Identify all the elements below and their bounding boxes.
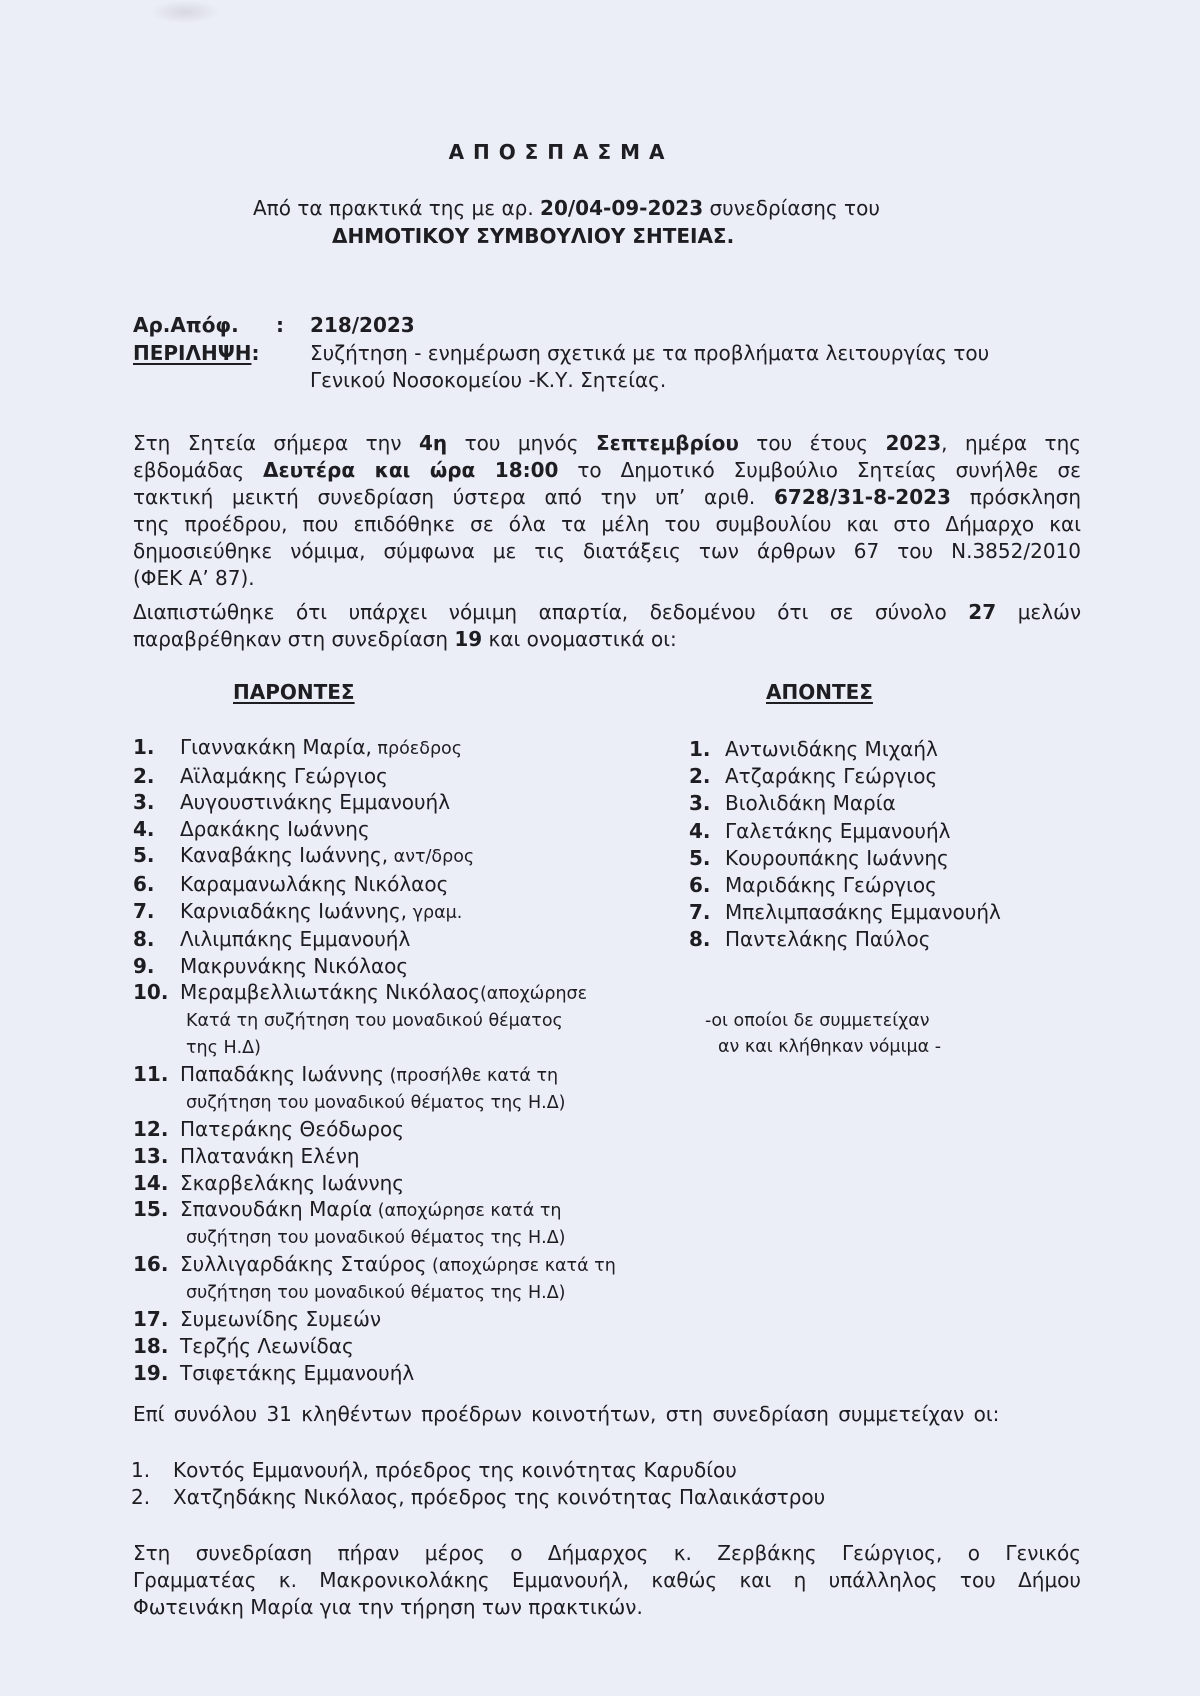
member-name: Δρακάκης Ιωάννης — [180, 816, 370, 841]
paragraph-line — [133, 626, 1081, 653]
item-number: 10. — [133, 980, 169, 1005]
item-number: 5. — [133, 843, 155, 868]
minutes-reference-prefix: Από τα πρακτικά της με αρ. — [253, 196, 541, 220]
paragraph-line — [133, 1567, 1081, 1594]
item-number: 3. — [133, 790, 155, 815]
list-item — [133, 979, 616, 1008]
member-name: Καναβάκης Ιωάννης, — [180, 843, 389, 868]
member-name: Μαριδάκης Γεώργιος — [725, 873, 937, 898]
list-item — [131, 1484, 825, 1511]
paragraph-line — [133, 599, 1081, 626]
member-note: αντ/δρος — [388, 847, 475, 868]
list-item — [689, 872, 1001, 899]
member-name: Γιαννακάκη Μαρία, — [180, 735, 372, 759]
member-name: Καραμανωλάκης Νικόλαος — [180, 871, 449, 896]
text-segment: εβδομάδας — [133, 458, 264, 482]
document-title: Α Π Ο Σ Π Α Σ Μ Α — [448, 140, 666, 164]
member-name: Κουρουπάκης Ιωάννης — [725, 845, 949, 870]
bold-text: 4η — [418, 431, 448, 455]
member-name: Παπαδάκης Ιωάννης — [180, 1062, 385, 1087]
text-segment: μελών — [996, 600, 1081, 624]
member-note: πρόεδρος — [371, 739, 463, 759]
member-name: Τσιφετάκης Εμμανουήλ — [180, 1360, 415, 1385]
list-item — [133, 842, 616, 871]
member-name: Χατζηδάκης Νικόλαος, πρόεδρος της κοινότητας Παλαικάστρου — [173, 1485, 826, 1509]
text-segment: δημοσιεύθηκε νόμιμα, σύμφωνα με τις διατάξεις των άρθρων 67 του Ν.3852/2010 — [133, 539, 1081, 563]
paragraph-line — [133, 511, 1081, 538]
item-number: 16. — [133, 1252, 169, 1277]
item-number: 8. — [689, 927, 711, 952]
text-segment: του μηνός — [447, 431, 596, 455]
scan-smudge — [150, 0, 220, 24]
paragraph-line — [133, 538, 1081, 565]
list-item — [689, 763, 1001, 790]
member-name: Λιλιμπάκης Εμμανουήλ — [180, 927, 411, 952]
member-name: Αυγουστινάκης Εμμανουήλ — [180, 790, 451, 815]
absent-note: -οι οποίοι δε συμμετείχαν — [705, 1011, 930, 1031]
summary-label — [133, 340, 259, 367]
member-name: Αντωνιδάκης Μιχαήλ — [725, 737, 938, 761]
community-presidents-list — [131, 1457, 825, 1511]
item-number: 7. — [689, 900, 711, 925]
item-number: 7. — [133, 898, 155, 923]
paragraph-line — [133, 457, 1081, 484]
summary-label-text: ΠΕΡΙΛΗΨΗ — [133, 341, 252, 365]
community-presidents-intro: Επί συνόλου 31 κληθέντων προέδρων κοινοτήτων, στη συνεδρίαση συμμετείχαν οι: — [133, 1402, 1000, 1426]
text-segment: Στη συνεδρίαση πήραν μέρος ο Δήμαρχος κ. Ζερβάκης Γεώργιος, ο Γενικός — [133, 1541, 1081, 1565]
member-name: Τερζής Λεωνίδας — [180, 1334, 354, 1359]
list-item — [133, 1196, 616, 1225]
member-name: Μακρυνάκης Νικόλαος — [180, 953, 409, 978]
list-item — [133, 953, 616, 980]
member-note: (αποχώρησε — [479, 984, 588, 1005]
member-name: Κοντός Εμμανουήλ, πρόεδρος της κοινότητας Καρυδίου — [173, 1458, 737, 1482]
member-note-continuation: της Η.Δ) — [186, 1037, 261, 1058]
list-item — [133, 1061, 616, 1090]
list-item — [689, 845, 1001, 872]
item-number: 5. — [689, 845, 711, 870]
member-name: Μεραμβελλιωτάκης Νικόλαος — [180, 980, 480, 1005]
list-item — [133, 763, 616, 790]
absent-heading: ΑΠΟΝΤΕΣ — [766, 680, 873, 704]
item-number: 13. — [133, 1143, 169, 1168]
item-number: 14. — [133, 1170, 169, 1195]
text-segment: πρόσκληση — [950, 485, 1082, 509]
bold-text: 6728/31-8-2023 — [773, 485, 951, 509]
present-list — [133, 734, 616, 1386]
item-number: 1. — [689, 737, 711, 761]
list-item — [689, 926, 1001, 953]
text-segment: το Δημοτικό Συμβούλιο Σητείας συνήλθε σε — [558, 458, 1081, 482]
list-item — [689, 899, 1001, 926]
session-number: 20/04-09-2023 — [540, 196, 704, 220]
item-number: 2. — [133, 763, 155, 788]
text-segment: του έτους — [738, 431, 886, 455]
member-name: Αϊλαμάκης Γεώργιος — [180, 763, 388, 788]
text-segment: Φωτεινάκη Μαρία για την τήρηση των πρακτικών. — [133, 1595, 643, 1619]
member-note: (προσήλθε κατά τη — [384, 1066, 559, 1087]
summary-text: Γενικού Νοσοκομείου -Κ.Υ. Σητείας. — [310, 368, 667, 392]
item-number: 6. — [689, 873, 711, 898]
list-item — [133, 734, 616, 763]
text-segment: Γραμματέας κ. Μακρονικολάκης Εμμανουήλ, καθώς και η υπάλληλος του Δήμου — [133, 1568, 1081, 1592]
minutes-reference — [253, 195, 880, 222]
item-number: 18. — [133, 1334, 169, 1359]
item-number: 2. — [689, 764, 711, 789]
list-item — [133, 1143, 616, 1170]
member-name: Μπελιμπασάκης Εμμανουήλ — [725, 900, 1001, 925]
item-number: 9. — [133, 953, 155, 978]
summary-label-colon: : — [251, 341, 260, 365]
list-item — [689, 790, 1001, 817]
member-note: (αποχώρησε κατά τη — [426, 1256, 616, 1277]
item-number: 2. — [131, 1485, 151, 1509]
list-item — [133, 1306, 616, 1333]
text-segment: της προέδρου, που επιδόθηκε σε όλα τα μέλη του συμβουλίου και στο Δήμαρχο και — [133, 512, 1081, 536]
list-item — [133, 898, 616, 927]
paragraph-line — [133, 484, 1081, 511]
member-name: Πλατανάκη Ελένη — [180, 1143, 360, 1168]
member-name: Σπανουδάκη Μαρία — [180, 1197, 373, 1222]
member-note-continuation: συζήτηση του μοναδικού θέματος της Η.Δ) — [186, 1227, 566, 1248]
list-item — [133, 871, 616, 898]
list-item — [133, 1360, 616, 1387]
text-segment: , ημέρα της — [941, 431, 1081, 455]
list-item — [689, 736, 1001, 763]
member-name: Καρνιαδάκης Ιωάννης, — [180, 898, 408, 923]
member-name: Παντελάκης Παύλος — [725, 927, 931, 952]
member-name: Βιολιδάκη Μαρία — [725, 791, 896, 816]
item-number: 12. — [133, 1117, 169, 1142]
council-name: ΔΗΜΟΤΙΚΟΥ ΣΥΜΒΟΥΛΙΟΥ ΣΗΤΕΙΑΣ. — [332, 224, 735, 248]
member-name: Ατζαράκης Γεώργιος — [725, 764, 938, 789]
text-segment: και ονομαστικά οι: — [482, 627, 677, 651]
item-number: 15. — [133, 1197, 169, 1222]
item-number: 11. — [133, 1062, 169, 1087]
decision-number: 218/2023 — [310, 313, 415, 337]
paragraph-line — [133, 565, 1081, 592]
list-item — [133, 1333, 616, 1360]
list-item — [133, 1170, 616, 1197]
member-name: Συμεωνίδης Συμεών — [180, 1307, 382, 1332]
member-note: γραμ. — [407, 902, 463, 923]
present-heading: ΠΑΡΟΝΤΕΣ — [233, 680, 355, 704]
text-segment: Στη Σητεία σήμερα την — [133, 431, 419, 455]
text-segment: τακτική μεικτή συνεδρίαση ύστερα από την υπ’ αριθ. — [133, 485, 774, 509]
list-item — [133, 1251, 616, 1280]
decision-number-colon: : — [276, 313, 284, 337]
bold-text: Σεπτεμβρίου — [595, 431, 739, 455]
item-number: 3. — [689, 791, 711, 816]
item-number: 8. — [133, 927, 155, 952]
list-item — [133, 816, 616, 843]
item-number: 17. — [133, 1307, 169, 1332]
item-number: 1. — [133, 735, 155, 759]
list-item — [689, 818, 1001, 845]
member-note-continuation: Κατά τη συζήτηση του μοναδικού θέματος — [186, 1010, 563, 1031]
member-note-continuation: συζήτηση του μοναδικού θέματος της Η.Δ) — [186, 1282, 566, 1303]
bold-text: 19 — [454, 627, 483, 651]
item-number: 6. — [133, 871, 155, 896]
item-number: 4. — [689, 818, 711, 843]
absent-list — [689, 736, 1001, 954]
session-paragraph — [133, 430, 1081, 592]
member-note-continuation: συζήτηση του μοναδικού θέματος της Η.Δ) — [186, 1092, 566, 1113]
item-number: 19. — [133, 1360, 169, 1385]
list-item — [133, 926, 616, 953]
member-name: Πατεράκης Θεόδωρος — [180, 1117, 404, 1142]
list-item — [133, 789, 616, 816]
absent-note: αν και κλήθηκαν νόμιμα - — [718, 1037, 942, 1057]
text-segment: Διαπιστώθηκε ότι υπάρχει νόμιμη απαρτία, δεδομένου ότι σε σύνολο — [133, 600, 969, 624]
member-name: Σκαρβελάκης Ιωάννης — [180, 1170, 405, 1195]
bold-text: 2023 — [885, 431, 942, 455]
text-segment: παραβρέθηκαν στη συνεδρίαση — [133, 627, 455, 651]
list-item — [133, 1116, 616, 1143]
list-item — [131, 1457, 825, 1484]
paragraph-line — [133, 1540, 1081, 1567]
summary-text: Συζήτηση - ενημέρωση σχετικά με τα προβλήματα λειτουργίας του — [310, 341, 990, 365]
member-name: Συλλιγαρδάκης Σταύρος — [180, 1252, 427, 1277]
member-name: Γαλετάκης Εμμανουήλ — [725, 818, 951, 843]
member-note: (αποχώρησε κατά τη — [372, 1201, 562, 1222]
bold-text: 27 — [968, 600, 997, 624]
bold-text: Δευτέρα και ώρα 18:00 — [263, 458, 559, 482]
attendance-paragraph — [133, 1540, 1081, 1621]
text-segment: (ΦΕΚ Α’ 87). — [133, 566, 255, 590]
decision-number-label: Αρ.Απόφ. — [133, 313, 239, 337]
item-number: 4. — [133, 816, 155, 841]
paragraph-line — [133, 1594, 1081, 1621]
quorum-paragraph — [133, 599, 1081, 653]
paragraph-line — [133, 430, 1081, 457]
minutes-reference-suffix: συνεδρίασης του — [703, 196, 880, 220]
item-number: 1. — [131, 1458, 151, 1482]
